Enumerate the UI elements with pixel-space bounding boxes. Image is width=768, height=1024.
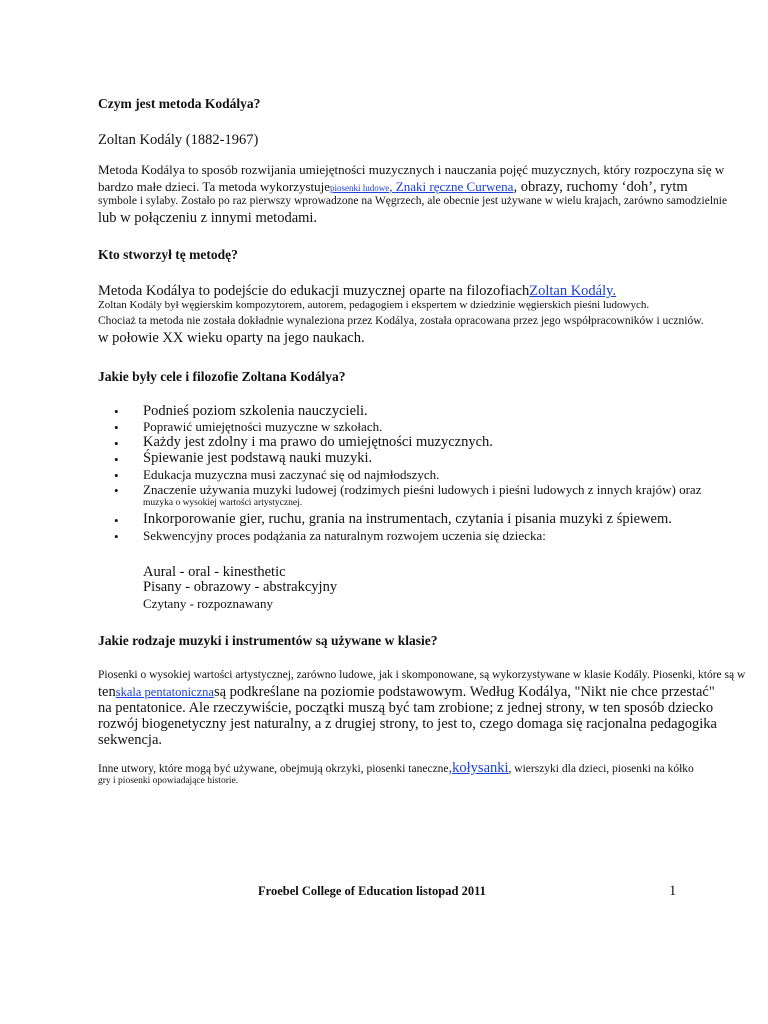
s4-line-2-end: są podkreślane na poziomie podstawowym. Według Kodálya, "Nikt nie chce przestać"	[213, 684, 715, 700]
goal-item-8: Sekwencyjny proces podążania za naturalnym rozwojem uczenia się dziecka:	[143, 528, 546, 543]
goal-item-6-continued: muzyka o wysokiej wartości artystycznej.	[143, 498, 303, 508]
s1-line-2-end: , obrazy, ruchomy ‘doh’, rytm	[513, 179, 688, 195]
s1-line-2	[98, 179, 688, 196]
s4-p2-line-1-text: Inne utwory, które mogą być używane, obejmują okrzyki, piosenki taneczne	[98, 763, 449, 775]
sequence-line-2: Pisany - obrazowy - abstrakcyjny	[143, 579, 338, 595]
bullet-6: •	[114, 483, 119, 498]
heading-music-types: Jakie rodzaje muzyki i instrumentów są używane w klasie?	[98, 633, 438, 648]
sequence-line-3: Czytany - rozpoznawany	[143, 596, 273, 611]
s1-line-4: lub w połączeniu z innymi metodami.	[98, 210, 318, 226]
bullet-1: •	[114, 404, 119, 419]
s4-line-1: Piosenki o wysokiej wartości artystycznej, zarówno ludowe, jak i skomponowane, są wykorzystywane w klasie Kodály. Piosenki, które są w	[98, 669, 746, 681]
bullet-2: •	[114, 420, 119, 435]
s4-p2-line-2: gry i piosenki opowiadające historie.	[98, 776, 239, 786]
goal-item-7: Inkorporowanie gier, ruchu, grania na instrumentach, czytania i pisania muzyki z śpiewem.	[143, 511, 672, 527]
goal-item-4: Śpiewanie jest podstawą nauki muzyki.	[143, 450, 373, 466]
sequence-line-1: Aural - oral - kinesthetic	[143, 564, 286, 580]
page-number: 1	[669, 883, 677, 899]
link-lullabies[interactable]: ,kołysanki	[448, 760, 509, 776]
bullet-3: •	[114, 436, 119, 451]
s4-p2-line-1-end: , wierszyki dla dzieci, piosenki na kółko	[508, 763, 694, 775]
s4-line-2-start: ten	[98, 684, 116, 700]
s2-line-2: Zoltan Kodály był węgierskim kompozytorem, autorem, pedagogiem i ekspertem w dziedzinie węgierskich pieśni ludowych.	[98, 299, 650, 311]
subheading-kodaly-years: Zoltan Kodály (1882-1967)	[98, 132, 259, 148]
goal-item-3: Każdy jest zdolny i ma prawo do umiejętności muzycznych.	[143, 434, 493, 450]
bullet-4: •	[114, 452, 119, 467]
goal-item-2: Poprawić umiejętności muzyczne w szkołach.	[143, 419, 383, 434]
s2-line-4: w połowie XX wieku oparty na jego naukach.	[98, 330, 365, 346]
s1-line-1: Metoda Kodálya to sposób rozwijania umiejętności muzycznych i nauczania pojęć muzycznych, który rozpoczyna się w	[98, 162, 725, 177]
s4-line-5: sekwencja.	[98, 732, 163, 748]
heading-who-created: Kto stworzył tę metodę?	[98, 247, 238, 262]
s4-line-4: rozwój biogenetyczny jest naturalny, a z drugiej strony, to jest to, czego domaga się racjonalna pedagogika	[98, 716, 717, 732]
bullet-5: •	[114, 468, 119, 483]
s4-line-2	[98, 684, 715, 701]
bullet-7: •	[114, 513, 119, 528]
link-folk-songs[interactable]: piosenki ludowe	[330, 183, 390, 193]
s2-line-1	[98, 283, 666, 300]
link-zoltan-kodaly[interactable]: Zoltan Kodály.	[529, 283, 617, 299]
heading-what-is: Czym jest metoda Kodálya?	[98, 96, 261, 111]
link-curwen-hand-signs[interactable]: , Znaki ręczne Curwena	[389, 179, 514, 194]
goal-item-1: Podnieś poziom szkolenia nauczycieli.	[143, 403, 368, 419]
goal-item-6: Znaczenie używania muzyki ludowej (rodzimych pieśni ludowych i pieśni ludowych z innych krajów) oraz	[143, 482, 702, 497]
s2-line-3: Chociaż ta metoda nie została dokładnie wynaleziona przez Kodálya, została opracowana przez jego współpracowników i uczniów.	[98, 315, 704, 327]
s4-p2-line-1	[98, 760, 694, 777]
s1-line-2-text: bardzo małe dzieci. Ta metoda wykorzystuje	[98, 179, 331, 194]
s1-line-3: symbole i sylaby. Zostało po raz pierwszy wprowadzone na Węgrzech, ale obecnie jest używane w wielu krajach, zarówno samodzielnie	[98, 195, 728, 207]
bullet-8: •	[114, 529, 119, 544]
footer-text: Froebel College of Education listopad 2011	[258, 884, 486, 898]
goal-item-5: Edukacja muzyczna musi zaczynać się od najmłodszych.	[143, 467, 440, 482]
s4-line-3: na pentatonice. Ale rzeczywiście, początki muszą być tam zrobione; z jednej strony, w ten sposób dziecko	[98, 700, 714, 716]
heading-goals: Jakie były cele i filozofie Zoltana Kodálya?	[98, 369, 346, 384]
s2-line-1-text: Metoda Kodálya to podejście do edukacji muzycznej oparte na filozofiach	[98, 283, 530, 299]
link-pentatonic-scale[interactable]: skala pentatoniczna	[115, 685, 214, 699]
